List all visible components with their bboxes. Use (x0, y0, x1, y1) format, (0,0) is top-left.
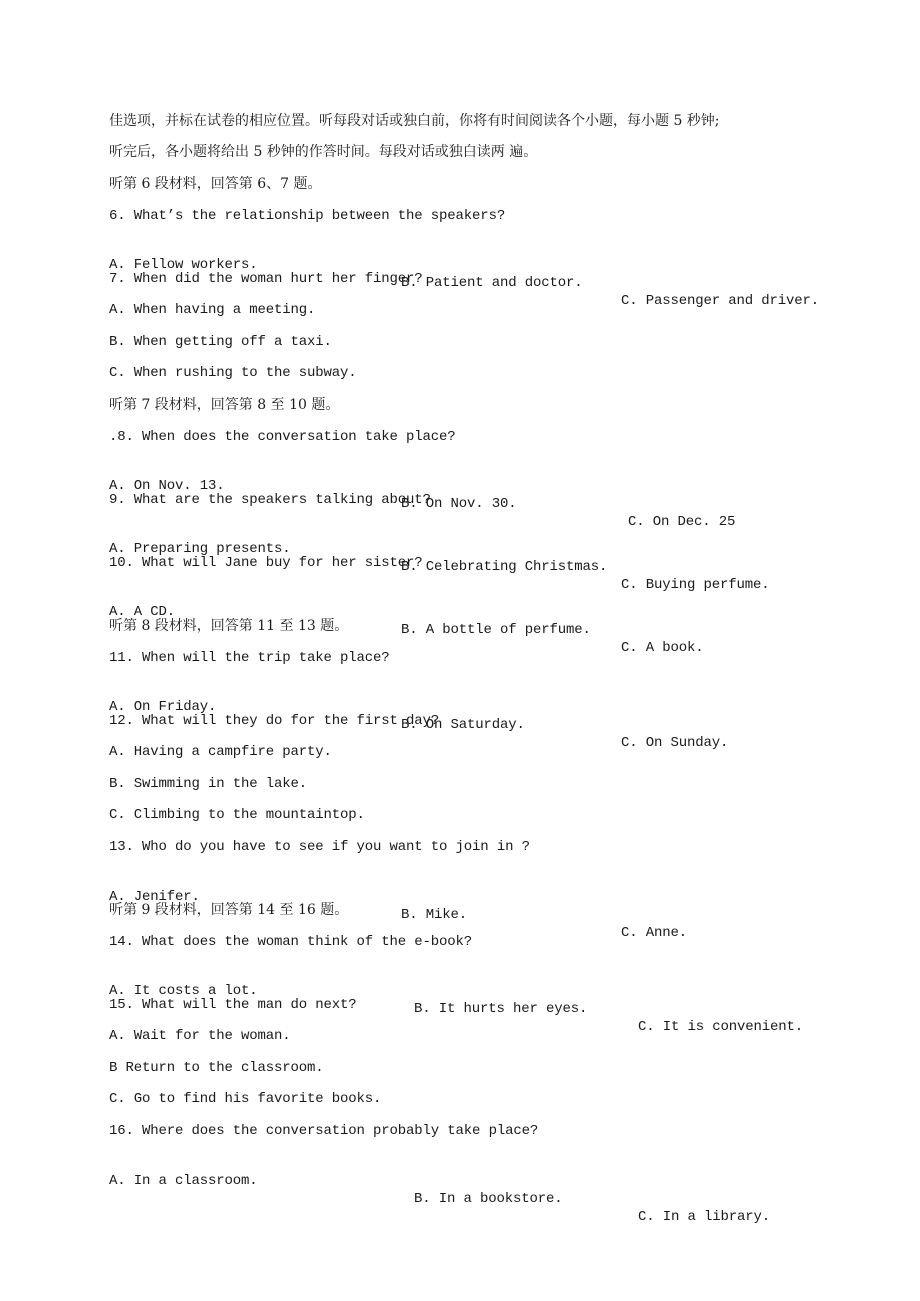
question-11-prompt: 11. When will the trip take place? (109, 650, 390, 666)
question-10-prompt: 10. What will Jane buy for her sister? (109, 555, 423, 571)
question-11-option-c: C. On Sunday. (621, 735, 729, 751)
section-heading-8: 听第 8 段材料，回答第 11 至 13 题。 (109, 618, 349, 634)
question-15-prompt: 15. What will the man do next? (109, 997, 357, 1013)
question-16-option-b: B. In a bookstore. (414, 1191, 563, 1207)
question-14-option-b: B. It hurts her eyes. (414, 1001, 588, 1017)
question-6-option-a: A. Fellow workers. (109, 257, 258, 273)
instruction-line-1: 佳选项，并标在试卷的相应位置。听每段对话或独白前，你将有时间阅读各个小题，每小题 5 秒钟; (109, 113, 720, 129)
instruction-line-2: 听完后，各小题将给出 5 秒钟的作答时间。每段对话或独白读两 遍。 (109, 144, 538, 160)
question-14-option-a: A. It costs a lot. (109, 983, 258, 999)
section-heading-6: 听第 6 段材料，回答第 6、7 题。 (109, 176, 322, 192)
question-7-prompt: 7. When did the woman hurt her finger? (109, 271, 423, 287)
question-13-prompt: 13. Who do you have to see if you want to join in ? (109, 839, 530, 855)
question-8-option-a: A. On Nov. 13. (109, 478, 225, 494)
question-12-option-c: C. Climbing to the mountaintop. (109, 807, 365, 823)
question-7-option-c: C. When rushing to the subway. (109, 365, 357, 381)
question-10-option-c: C. A book. (621, 640, 704, 656)
question-13-option-c: C. Anne. (621, 925, 688, 941)
question-9-option-c: C. Buying perfume. (621, 577, 770, 593)
question-9-option-a: A. Preparing presents. (109, 541, 291, 557)
question-13-option-a: A. Jenifer. (109, 889, 200, 905)
question-11-option-a: A. On Friday. (109, 699, 217, 715)
question-7-option-a: A. When having a meeting. (109, 302, 316, 318)
question-8-prompt: .8. When does the conversation take place? (109, 429, 456, 445)
question-7-option-b: B. When getting off a taxi. (109, 334, 332, 350)
question-15-option-c: C. Go to find his favorite books. (109, 1091, 382, 1107)
question-12-option-a: A. Having a campfire party. (109, 744, 332, 760)
section-heading-7: 听第 7 段材料，回答第 8 至 10 题。 (109, 397, 340, 413)
question-9-prompt: 9. What are the speakers talking about? (109, 492, 431, 508)
question-12-prompt: 12. What will they do for the first day? (109, 713, 440, 729)
question-6-prompt: 6. What’s the relationship between the speakers? (109, 208, 506, 224)
question-10-option-b: B. A bottle of perfume. (401, 622, 591, 638)
question-11-option-b: B. On Saturday. (401, 717, 525, 733)
question-10-option-a: A. A CD. (109, 604, 176, 620)
question-14-prompt: 14. What does the woman think of the e-book? (109, 934, 473, 950)
question-6-option-c: C. Passenger and driver. (621, 293, 820, 309)
question-14-option-c: C. It is convenient. (638, 1019, 804, 1035)
question-16-option-a: A. In a classroom. (109, 1173, 258, 1189)
question-15-option-b: B Return to the classroom. (109, 1060, 324, 1076)
question-6-option-b: B. Patient and doctor. (401, 275, 583, 291)
question-8-option-b: B. On Nov. 30. (401, 496, 517, 512)
question-16-prompt: 16. Where does the conversation probably take place? (109, 1123, 539, 1139)
question-13-option-b: B. Mike. (401, 907, 468, 923)
question-9-option-b: B. Celebrating Christmas. (401, 559, 608, 575)
question-15-option-a: A. Wait for the woman. (109, 1028, 291, 1044)
question-8-option-c: C. On Dec. 25 (628, 514, 736, 530)
question-12-option-b: B. Swimming in the lake. (109, 776, 308, 792)
question-16-option-c: C. In a library. (638, 1209, 771, 1225)
section-heading-9: 听第 9 段材料，回答第 14 至 16 题。 (109, 902, 349, 918)
question-16-options (0, 1154, 920, 1244)
